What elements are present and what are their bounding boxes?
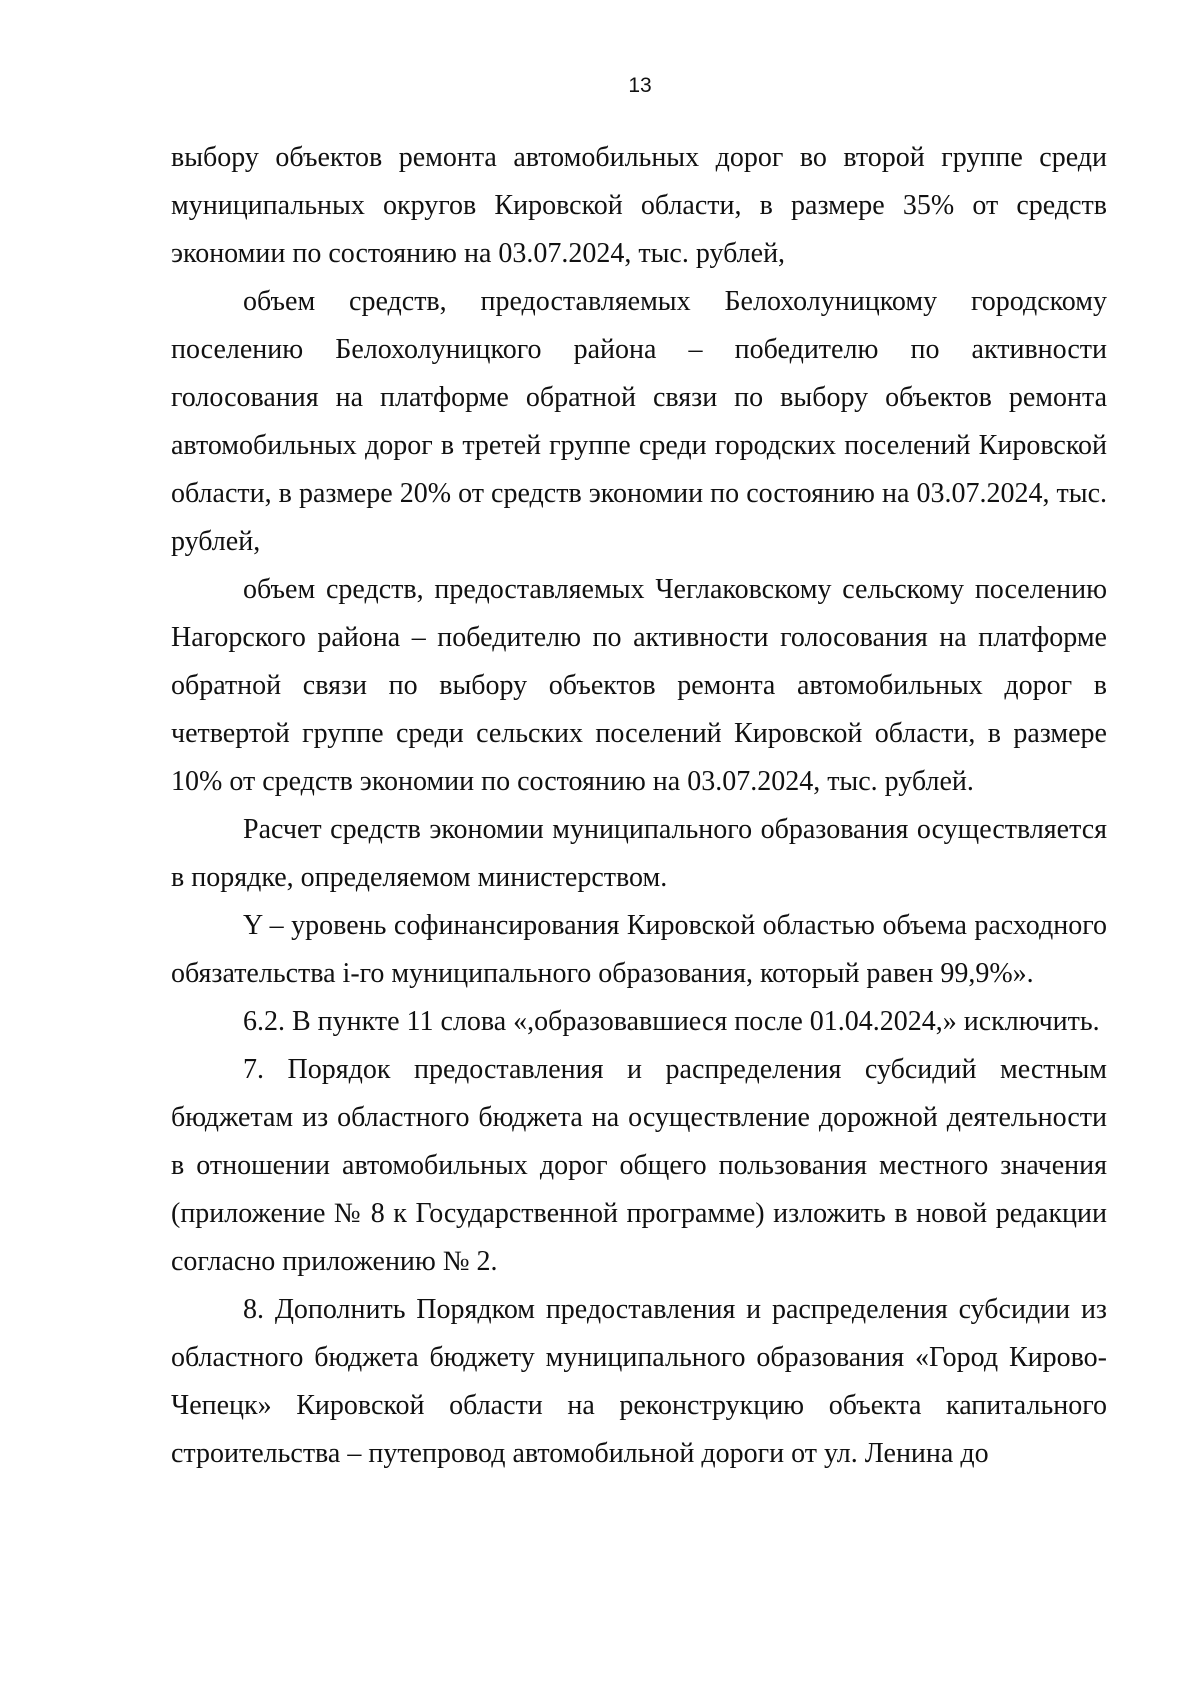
page-number: 13 (628, 74, 652, 97)
paragraph: Y – уровень софинансирования Кировской областью объема расходного обязательства i-го муниципального образования, который равен 99,9%». (171, 910, 1107, 989)
paragraph: Расчет средств экономии муниципального образования осуществляется в порядке, определяемом министерством. (171, 814, 1107, 893)
paragraph-continuation: выбору объектов ремонта автомобильных дорог во второй группе среди муниципальных округов Кировской области, в размере 35% от средств экономии по состоянию на 03.07.2024, тыс. рублей, (171, 142, 1107, 269)
document-body (171, 134, 1107, 1478)
paragraph: объем средств, предоставляемых Чеглаковскому сельскому поселению Нагорского района – победителю по активности голосования на платформе обратной связи по выбору объектов ремонта автомобильных дорог в четвертой группе среди сельских поселений Кировской области, в размере 10% от средств экономии по состоянию на 03.07.2024, тыс. рублей. (171, 574, 1107, 797)
paragraph: 6.2. В пункте 11 слова «,образовавшиеся после 01.04.2024,» исключить. (243, 1006, 1100, 1037)
paragraph: объем средств, предоставляемых Белохолуницкому городскому поселению Белохолуницкого района – победителю по активности голосования на платформе обратной связи по выбору объектов ремонта автомобильных дорог в третей группе среди городских поселений Кировской области, в размере 20% от средств экономии по состоянию на 03.07.2024, тыс. рублей, (171, 286, 1107, 557)
paragraph: 8. Дополнить Порядком предоставления и распределения субсидии из областного бюджета бюджету муниципального образования «Город Кирово-Чепецк» Кировской области на реконструкцию объекта капитального строительства – путепровод автомобильной дороги от ул. Ленина до (171, 1294, 1107, 1469)
paragraph: 7. Порядок предоставления и распределения субсидий местным бюджетам из областного бюджета на осуществление дорожной деятельности в отношении автомобильных дорог общего пользования местного значения (приложение № 8 к Государственной программе) изложить в новой редакции согласно приложению № 2. (171, 1054, 1107, 1277)
